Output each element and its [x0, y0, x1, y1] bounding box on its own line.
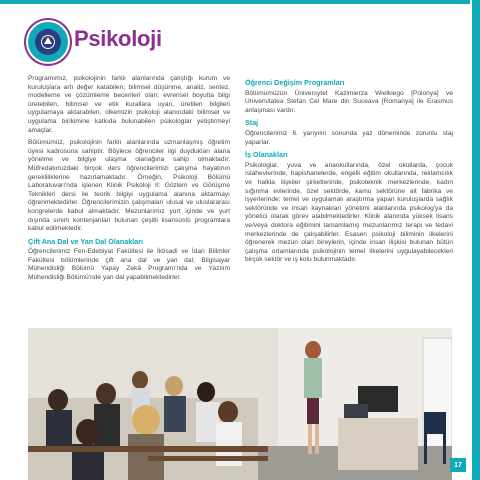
exchange-heading: Öğrenci Değişim Programları	[245, 78, 345, 87]
career-heading: İş Olanakları	[245, 150, 288, 160]
page-title: Psikoloji	[74, 26, 162, 51]
intro-paragraph: Programımız, psikolojinin farklı alanlarında çalıştığı kurum ve kuruluşlara artı değer katabilen; bilimsel düşünme, analiz, sentez, modelleme ve çözümleme becerileri olan; evrensel boyutta bilgi üretebilen, bilimsel ve etik kurallara uyan, üretilen bilgileri uygulamaya aktarabilen, ülkemizin psikoloji alanındaki bilimsel ve uygulama birikimine katkıda bulunabilen psikologlar yetiştirmeyi amaçlar.	[28, 75, 230, 134]
internship-text: Öğrencilerimiz 6. yarıyılın sonunda yaz döneminde zorunlu staj yaparlar.	[245, 129, 453, 146]
university-seal-icon	[26, 20, 70, 64]
seal-center	[35, 29, 61, 55]
left-column	[28, 75, 230, 287]
double-major-heading: Çift Ana Dal ve Yan Dal Olanakları	[28, 236, 144, 246]
classroom-photo	[28, 328, 452, 480]
department-paragraph: Bölümümüz, psikolojinin farklı alanlarında uzmanlaşmış öğretim üyesi kadrosuna sahiptir. Böylece öğrenciler ilgi duydukları alana yönelme ve bilgiye ulaşma olanağına sahip olmaktadır. Müfredatımızdaki birçok ders öğrencilerimizi çalışma hayatının gerekliliklerine hazırlamaktadır. Örneğin, Psikoloji Bölümü Laboratuvarı'nda işlenen Klinik Psikoloji II: Gözlem ve Görüşme Teknikleri dersi ile teorik bilgiyi uygulama alanına aktarmayı öğrenmektedirler. Öğrencilerimizin çalışmaları ulusal ve uluslararası kongrelerde kabul almaktadır. Mezunlarımız yurt içinde ve yurt dışında sınırlı kontenjanları bulunan çeşitli lisansüstü programlara kabul edilmektedir.	[28, 139, 230, 233]
internship-heading: Staj	[245, 118, 259, 128]
seal-emblem-icon	[40, 34, 56, 50]
right-column	[245, 75, 453, 269]
exchange-text: Bölümümüzün Üniversytet Kazimierza Wielkiego [Polonya] ve Universitatea Stefan Cel Mare din Suceava [Romanya] ile Erasmus anlaşması vardır.	[245, 89, 453, 114]
career-text: Psikologlar, yuva ve anaokullarında, özel okullarda, çocuk ıslahevlerinde, hapishanelerde, engelli eğitim okullarında, reklamcılık ve halkla ilişkiler şirketlerinde, psikoteknik merkezlerinde, kadın sığınma evlerinde, özel sektörde, kamu sektörüne ait fabrika ve işyerlerinde; temel ve uygulamalı araştırma yapan kuruluşlarda sağlık sektöründe ve insan kaynakları yönetimi alanlarında psikolog'ya da yönetici olarak görev alabilmektedirler. Klinik alanında yüksek lisans ve/veya doktora eğitimini tamamlamış mezunlarımız terapi ve tedavi merkezlerinde de çalışabilirler. Esasen psikoloji biliminin ilkelerini öğrenerek mezun olan bireylerin, içinde insan ilişkisi bulunan bütün çalışma ortamlarında psikolojinin temel ilkelerini uygulayabilecekleri birçok sektör ve iş kolu bulunmaktadır.	[245, 161, 453, 264]
page-number: 17	[450, 458, 466, 472]
double-major-text: Öğrencilerimiz Fen-Edebiyat Fakültesi ile İktisadi ve İdari Bilimler Fakültesi bölümlerinde çift ana dal ve yan dal; Bilgisayar Mühendisliği Bölümü Yapay Zekâ Programı'nda ve Yazılım Mühendisliği Bölümü'nde yan dal yapabilmektedirler.	[28, 248, 230, 282]
classroom-illustration	[28, 328, 452, 480]
side-accent-bar	[472, 0, 480, 480]
top-accent-bar	[0, 0, 470, 4]
